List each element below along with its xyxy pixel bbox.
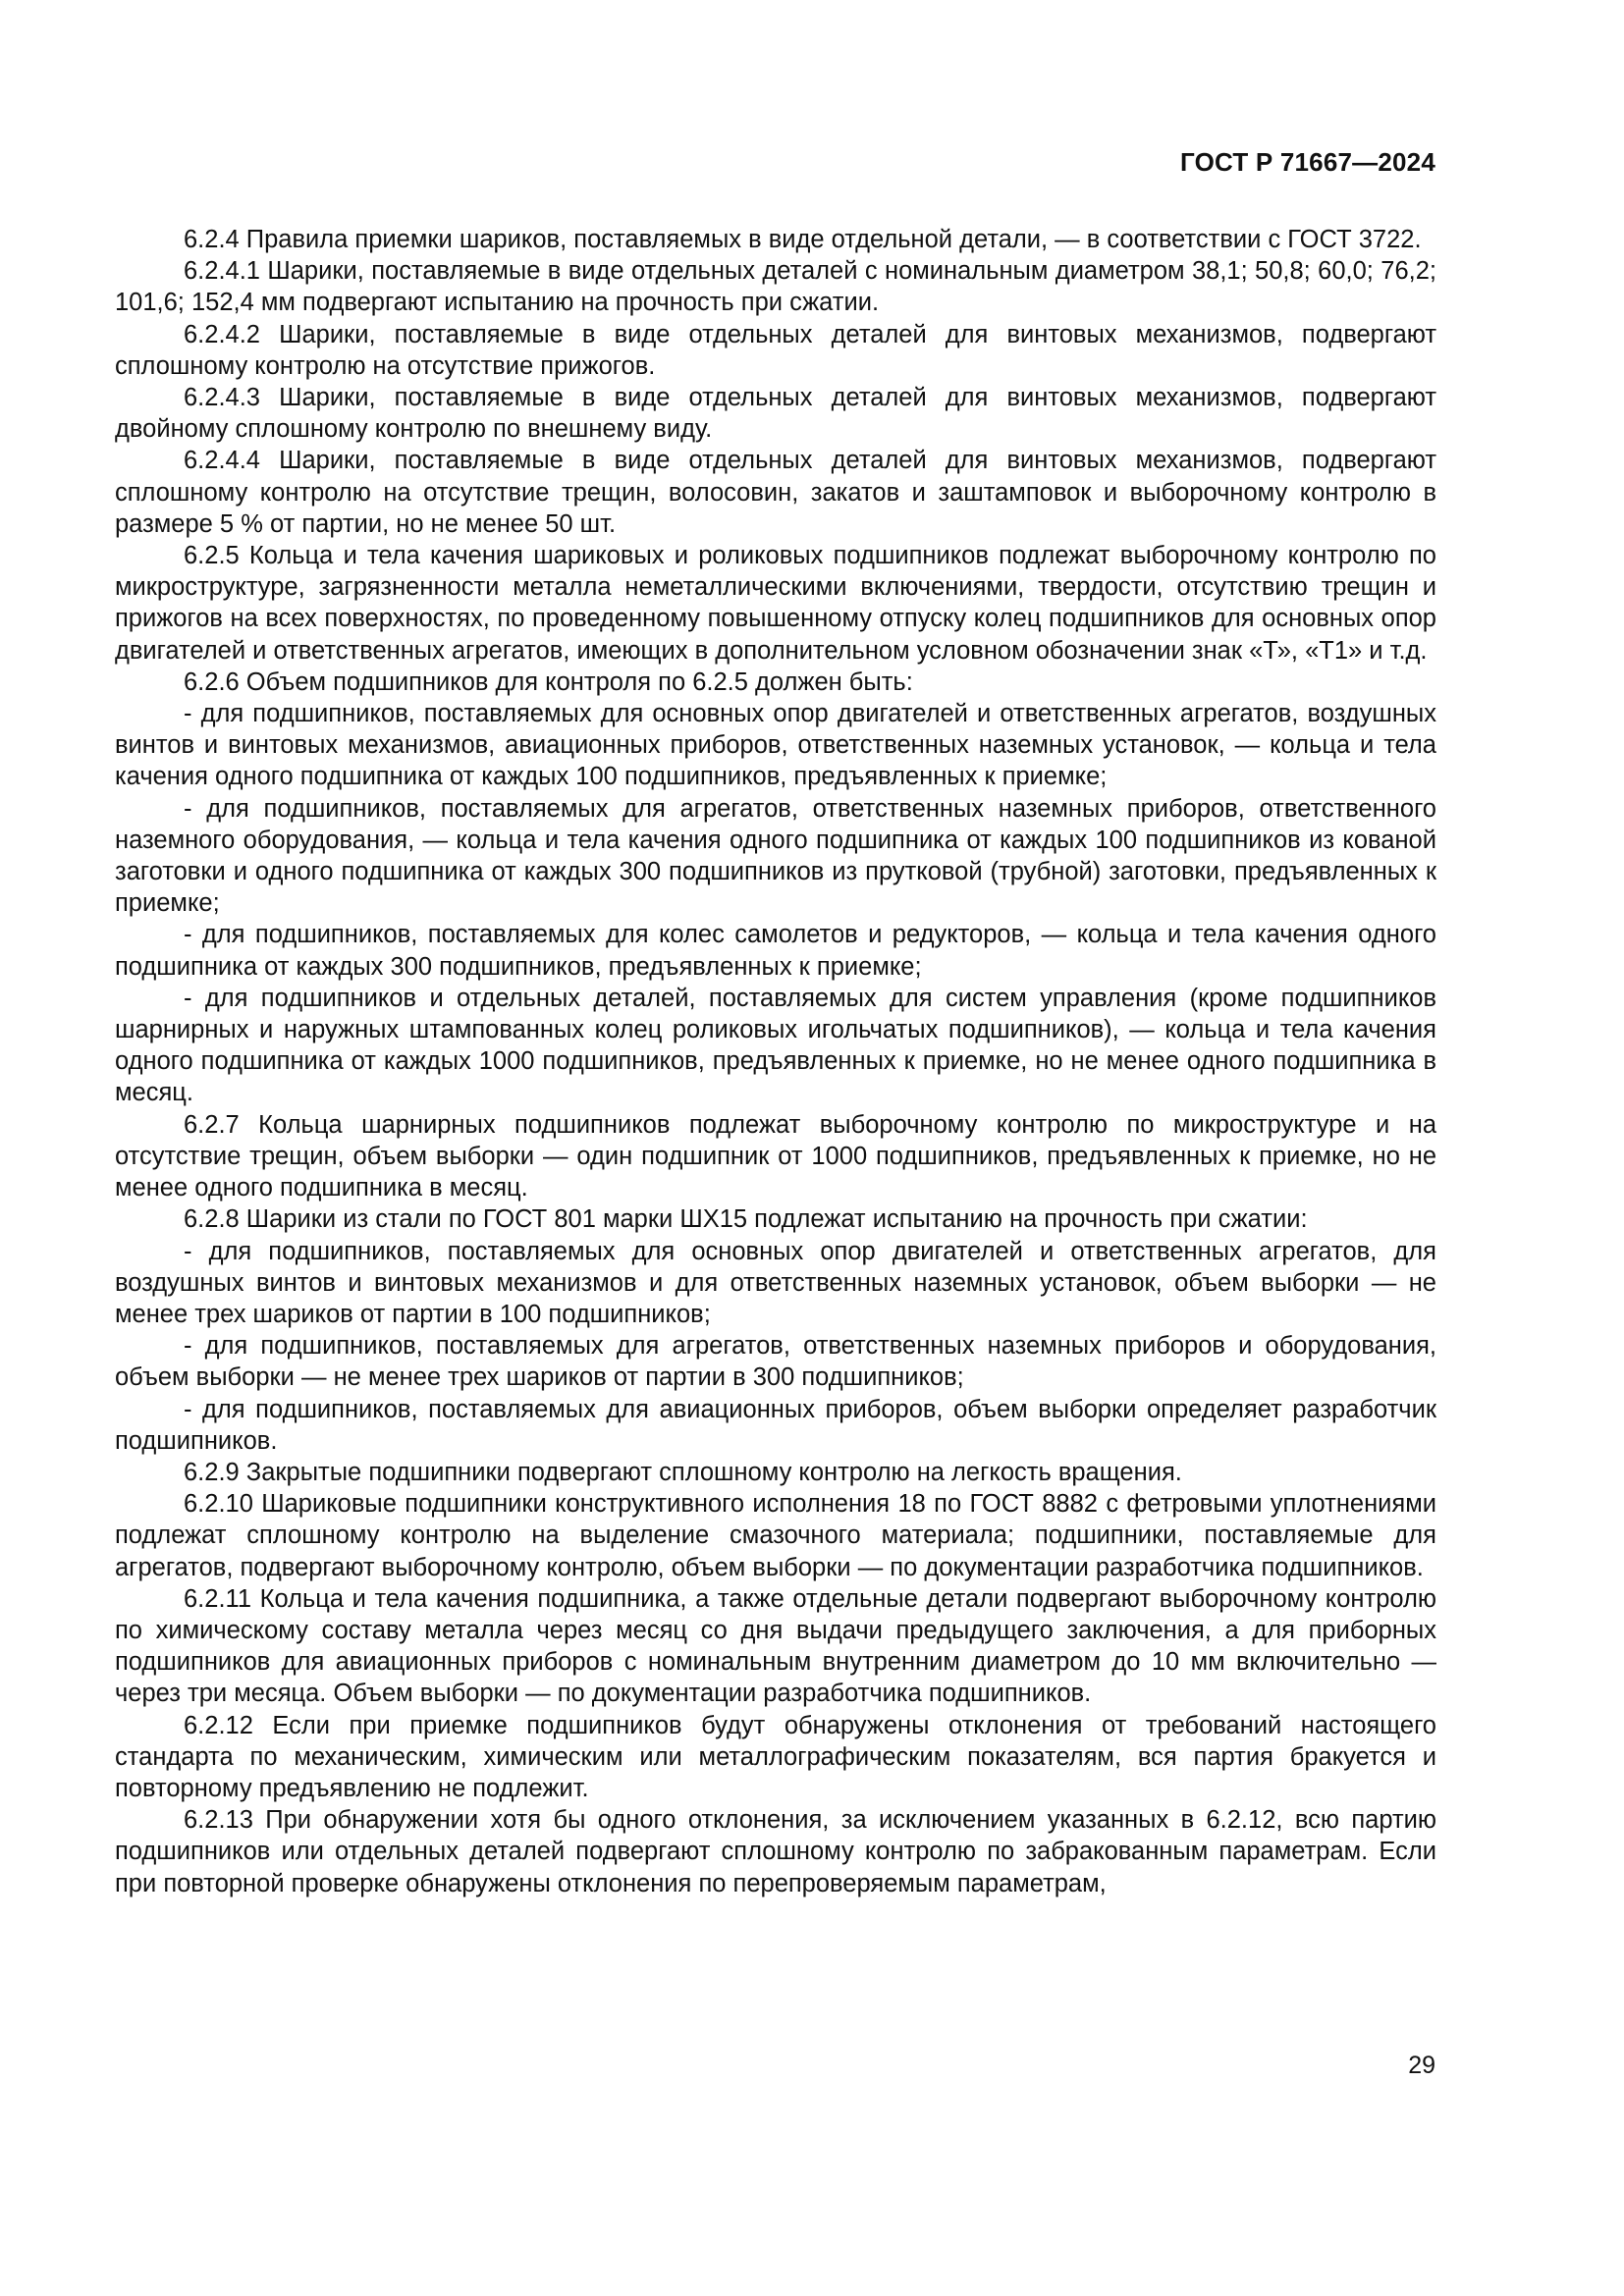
paragraph-6-2-4: 6.2.4 Правила приемки шариков, поставляемых в виде отдельной детали, — в соответствии с ГОСТ 3722.: [184, 226, 1422, 253]
list-item-6-2-8-b: - для подшипников, поставляемых для агрегатов, ответственных наземных приборов и оборудования, объем выборки — не менее трех шариков от партии в 300 подшипников;: [115, 1332, 1436, 1392]
paragraph-6-2-5: 6.2.5 Кольца и тела качения шариковых и роликовых подшипников подлежат выборочному контролю по микроструктуре, загрязненности металла неметаллическими включениями, твердости, отсутствию трещин и прижогов на всех поверхностях, по проведенному повышенному отпуску колец подшипников для основных опор двигателей и ответственных агрегатов, имеющих в дополнительном условном обозначении знак «Т», «Т1» и т.д.: [115, 542, 1436, 665]
paragraph-6-2-10: 6.2.10 Шариковые подшипники конструктивного исполнения 18 по ГОСТ 8882 с фетровыми уплотнениями подлежат сплошному контролю на выделение смазочного материала; подшипники, поставляемые для агрегатов, подвергают выборочному контролю, объем выборки — по документации разработчика подшипников.: [115, 1490, 1436, 1581]
paragraph-6-2-13: 6.2.13 При обнаружении хотя бы одного отклонения, за исключением указанных в 6.2.12, всю партию подшипников или отдельных деталей подвергают сплошному контролю по забракованным параметрам. Если при повторной проверке обнаружены отклонения по перепроверяемым параметрам,: [115, 1806, 1436, 1897]
list-item-6-2-8-a: - для подшипников, поставляемых для основных опор двигателей и ответственных агрегатов, для воздушных винтов и винтовых механизмов и для ответственных наземных установок, объем выборки — не менее трех шариков от партии в 100 подшипников;: [115, 1237, 1436, 1328]
document-header: ГОСТ Р 71667—2024: [1180, 147, 1435, 177]
list-item-6-2-8-c: - для подшипников, поставляемых для авиационных приборов, объем выборки определяет разработчик подшипников.: [115, 1395, 1436, 1455]
paragraph-6-2-6: 6.2.6 Объем подшипников для контроля по 6.2.5 должен быть:: [184, 667, 913, 696]
list-item-6-2-6-d: - для подшипников и отдельных деталей, поставляемых для систем управления (кроме подшипников шарнирных и наружных штампованных колец роликовых игольчатых подшипников), — кольца и тела качения одного подшипника от каждых 1000 подшипников, предъявленных к приемке, но не менее одного подшипника в месяц.: [115, 984, 1436, 1107]
paragraph-6-2-4-3: 6.2.4.3 Шарики, поставляемые в виде отдельных деталей для винтовых механизмов, подвергают двойному сплошному контролю по внешнему виду.: [115, 384, 1436, 444]
paragraph-6-2-9: 6.2.9 Закрытые подшипники подвергают сплошному контролю на легкость вращения.: [184, 1458, 1182, 1486]
paragraph-6-2-4-4: 6.2.4.4 Шарики, поставляемые в виде отдельных деталей для винтовых механизмов, подвергают сплошному контролю на отсутствие трещин, волосовин, закатов и заштамповок и выборочному контролю в размере 5 % от партии, но не менее 50 шт.: [115, 447, 1436, 538]
paragraph-6-2-11: 6.2.11 Кольца и тела качения подшипника, а также отдельные детали подвергают выборочному контролю по химическому составу металла через месяц со дня выдачи предыдущего заключения, а для приборных подшипников для авиационных приборов с номинальным внутренним диаметром до 10 мм включительно — через три месяца. Объем выборки — по документации разработчика подшипников.: [115, 1584, 1436, 1708]
paragraph-6-2-12: 6.2.12 Если при приемке подшипников будут обнаружены отклонения от требований настоящего стандарта по механическим, химическим или металлографическим показателям, вся партия бракуется и повторному предъявлению не подлежит.: [115, 1711, 1436, 1802]
paragraph-6-2-4-1: 6.2.4.1 Шарики, поставляемые в виде отдельных деталей с номинальным диаметром 38,1; 50,8; 60,0; 76,2; 101,6; 152,4 мм подвергают испытанию на прочность при сжатии.: [115, 257, 1436, 317]
page-number: 29: [1408, 2052, 1435, 2079]
list-item-6-2-6-a: - для подшипников, поставляемых для основных опор двигателей и ответственных агрегатов, воздушных винтов и винтовых механизмов, авиационных приборов, ответственных наземных установок, — кольца и тела качения одного подшипника от каждых 100 подшипников, предъявленных к приемке;: [115, 700, 1436, 791]
document-body: [115, 224, 1436, 1899]
paragraph-6-2-7: 6.2.7 Кольца шарнирных подшипников подлежат выборочному контролю по микроструктуре и на отсутствие трещин, объем выборки — один подшипник от 1000 подшипников, предъявленных к приемке, но не менее одного подшипника в месяц.: [115, 1110, 1436, 1202]
paragraph-6-2-8: 6.2.8 Шарики из стали по ГОСТ 801 марки ШХ15 подлежат испытанию на прочность при сжатии:: [184, 1205, 1308, 1234]
list-item-6-2-6-b: - для подшипников, поставляемых для агрегатов, ответственных наземных приборов, ответственного наземного оборудования, — кольца и тела качения одного подшипника от каждых 100 подшипников из кованой заготовки и одного подшипника от каждых 300 подшипников из прутковой (трубной) заготовки, предъявленных к приемке;: [115, 794, 1436, 918]
paragraph-6-2-4-2: 6.2.4.2 Шарики, поставляемые в виде отдельных деталей для винтовых механизмов, подвергают сплошному контролю на отсутствие прижогов.: [115, 320, 1436, 380]
list-item-6-2-6-c: - для подшипников, поставляемых для колес самолетов и редукторов, — кольца и тела качения одного подшипника от каждых 300 подшипников, предъявленных к приемке;: [115, 921, 1436, 981]
